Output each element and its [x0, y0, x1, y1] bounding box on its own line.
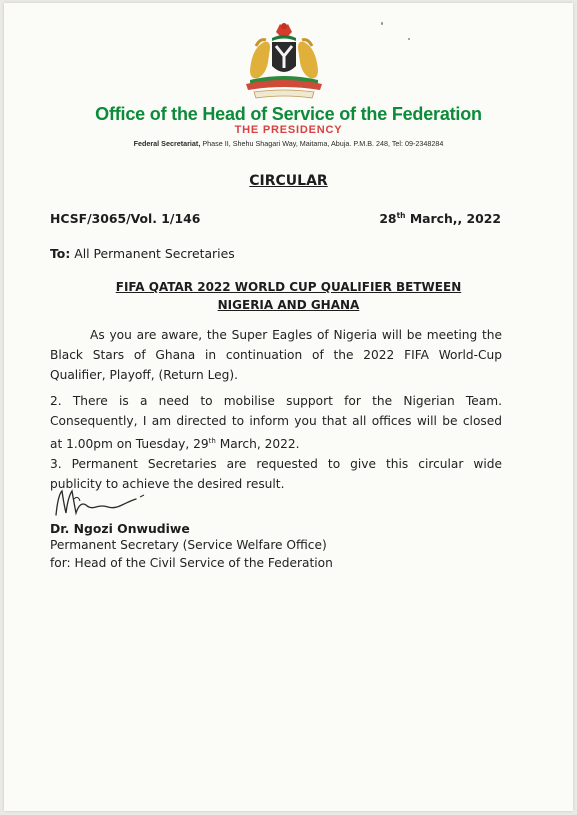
reference-number: HCSF/3065/Vol. 1/146: [50, 211, 201, 226]
date-suffix: th: [396, 211, 406, 220]
subject-heading: [0, 278, 577, 314]
paragraph-2-line-2: Consequently, I am directed to inform you that all offices will be closed: [50, 414, 502, 428]
paragraph-1: [50, 325, 502, 385]
nigeria-coat-of-arms-icon: [236, 18, 332, 102]
paragraph-2: [50, 391, 502, 454]
handwritten-signature: [50, 485, 160, 521]
paragraph-1-line-1: As you are aware, the Super Eagles of Nigeria will be meeting the: [90, 328, 502, 342]
presidency-subtitle: THE PRESIDENCY: [234, 124, 343, 136]
paragraph-1-line-2: Black Stars of Ghana in continuation of the 2022 FIFA World-Cup: [50, 348, 502, 362]
paragraph-3-line-1: 3. Permanent Secretaries are requested to give this circular wide: [50, 457, 502, 471]
paper-speck: [408, 38, 410, 40]
signatory-name: Dr. Ngozi Onwudiwe: [50, 521, 190, 536]
date-day: 28: [379, 211, 397, 227]
paragraph-1-line-3: Qualifier, Playoff, (Return Leg).: [50, 368, 239, 382]
address-bold: Federal Secretariat,: [133, 139, 201, 148]
paper-speck: [381, 22, 383, 25]
subject-line-1: FIFA QATAR 2022 WORLD CUP QUALIFIER BETWEEN: [115, 280, 462, 294]
document-date: [379, 211, 501, 226]
to-label: To:: [50, 246, 71, 261]
office-address: [0, 139, 577, 148]
to-value: All Permanent Secretaries: [70, 246, 235, 261]
paragraph-2-line-3b: March, 2022.: [215, 437, 300, 452]
date-rest: March,, 2022: [405, 211, 501, 227]
office-title: Office of the Head of Service of the Federation: [95, 104, 482, 124]
paragraph-2-line-3a: at 1.00pm on Tuesday, 29: [50, 437, 209, 452]
circular-heading: CIRCULAR: [249, 173, 328, 189]
paragraph-3-line-2: publicity to achieve the desired result.: [50, 477, 285, 491]
paragraph-2-line-3: [50, 431, 502, 454]
signatory-title: Permanent Secretary (Service Welfare Office): [50, 538, 327, 552]
paragraph-2-sup: th: [208, 437, 216, 445]
signatory-for-line: for: Head of the Civil Service of the Federation: [50, 556, 333, 570]
recipient-line: [50, 246, 235, 261]
paragraph-2-line-1: 2. There is a need to mobilise support for the Nigerian Team.: [50, 394, 502, 408]
address-rest: Phase II, Shehu Shagari Way, Maitama, Abuja. P.M.B. 248, Tel: 09-2348284: [200, 139, 444, 148]
subject-line-2: NIGERIA AND GHANA: [217, 298, 360, 312]
